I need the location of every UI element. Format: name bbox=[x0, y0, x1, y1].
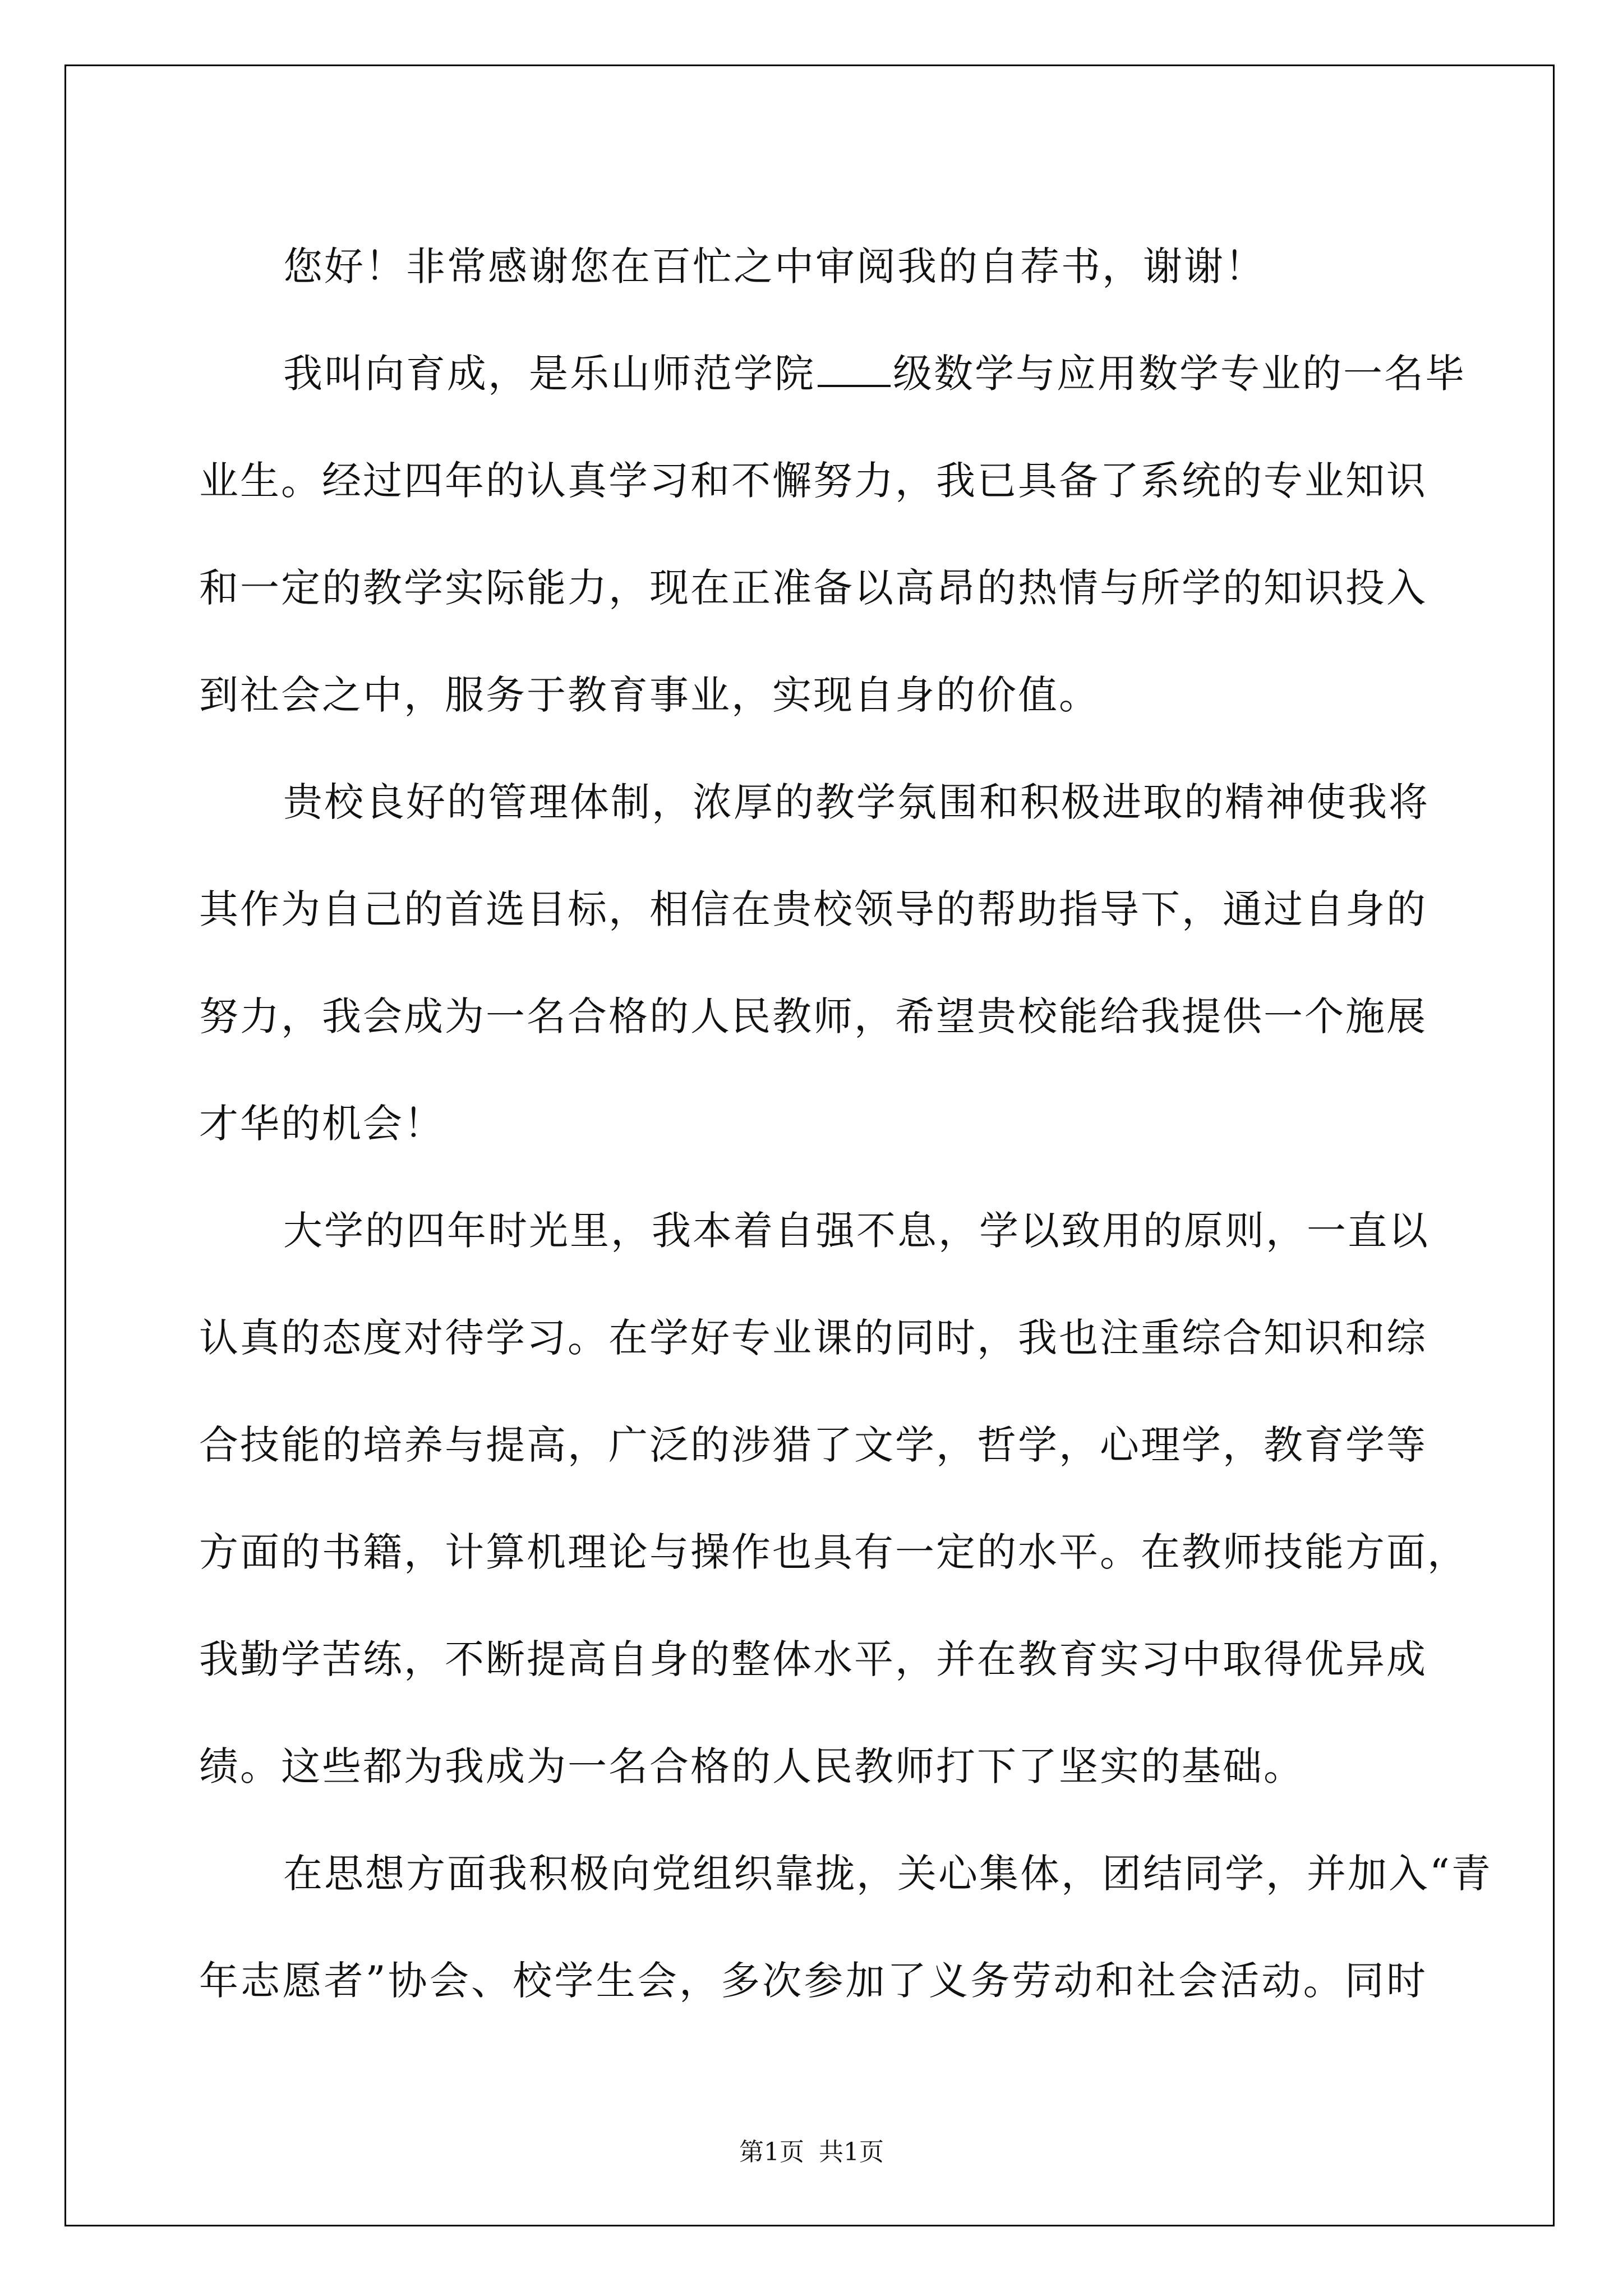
paragraph-school-line bbox=[199, 749, 1433, 856]
paragraph-intro-line bbox=[199, 427, 1433, 535]
text-line: 方面的书籍，计算机理论与操作也具有一定的水平。在教师技能方面， bbox=[199, 1529, 1468, 1575]
paragraph-study-line bbox=[199, 1606, 1433, 1713]
text-line: 年志愿者”协会、校学生会，多次参加了义务劳动和社会活动。同时 bbox=[199, 1958, 1427, 2004]
paragraph-intro-line bbox=[199, 642, 1433, 749]
fill-in-blank bbox=[818, 356, 891, 387]
paragraph-study-line bbox=[199, 1392, 1433, 1499]
paragraph-study-line bbox=[199, 1177, 1433, 1285]
text-line: 绩。这些都为我成为一名合格的人民教师打下了坚实的基础。 bbox=[199, 1743, 1304, 1789]
text-line: 我勤学苦练，不断提高自身的整体水平，并在教育实习中取得优异成 bbox=[199, 1636, 1427, 1682]
paragraph-school-line bbox=[199, 1070, 1433, 1177]
paragraph-intro-line bbox=[199, 535, 1433, 642]
text-line: 才华的机会！ bbox=[199, 1101, 445, 1147]
text-line: 努力，我会成为一名合格的人民教师，希望贵校能给我提供一个施展 bbox=[199, 993, 1427, 1039]
paragraph-intro-line bbox=[199, 320, 1466, 427]
page-number: 第1页 bbox=[739, 2138, 804, 2166]
text-line: 到社会之中，服务于教育事业，实现自身的价值。 bbox=[199, 672, 1100, 718]
text-segment: 我叫向育成，是乐山师范学院 bbox=[283, 351, 815, 397]
paragraph-study-line bbox=[199, 1285, 1433, 1392]
text-line: 您好！非常感谢您在百忙之中审阅我的自荐书，谢谢！ bbox=[283, 243, 1266, 289]
paragraph-school-line bbox=[199, 963, 1433, 1070]
text-line: 大学的四年时光里，我本着自强不息，学以致用的原则，一直以 bbox=[283, 1208, 1430, 1254]
text-line: 合技能的培养与提高，广泛的涉猎了文学，哲学，心理学，教育学等 bbox=[199, 1422, 1427, 1468]
letter-body bbox=[199, 213, 1492, 2035]
text-line: 和一定的教学实际能力，现在正准备以高昂的热情与所学的知识投入 bbox=[199, 565, 1427, 611]
text-line bbox=[199, 320, 1466, 427]
paragraph-study-line bbox=[199, 1713, 1433, 1820]
text-line: 在思想方面我积极向党组织靠拢，关心集体，团结同学，并加入“青 bbox=[283, 1851, 1492, 1897]
text-line: 业生。经过四年的认真学习和不懈努力，我已具备了系统的专业知识 bbox=[199, 458, 1427, 504]
paragraph-greeting bbox=[199, 213, 1433, 320]
page-total: 共1页 bbox=[819, 2138, 884, 2166]
text-segment: 级数学与应用数学专业的一名毕 bbox=[893, 351, 1466, 397]
text-line: 其作为自己的首选目标，相信在贵校领导的帮助指导下，通过自身的 bbox=[199, 886, 1427, 932]
paragraph-ideology-line bbox=[199, 1820, 1492, 1927]
paragraph-study-line bbox=[199, 1499, 1468, 1606]
page-footer bbox=[0, 2132, 1623, 2168]
text-line: 认真的态度对待学习。在学好专业课的同时，我也注重综合知识和综 bbox=[199, 1315, 1427, 1361]
paragraph-school-line bbox=[199, 856, 1433, 963]
paragraph-ideology-line bbox=[199, 1927, 1433, 2035]
text-line: 贵校良好的管理体制，浓厚的教学氛围和积极进取的精神使我将 bbox=[283, 779, 1430, 825]
